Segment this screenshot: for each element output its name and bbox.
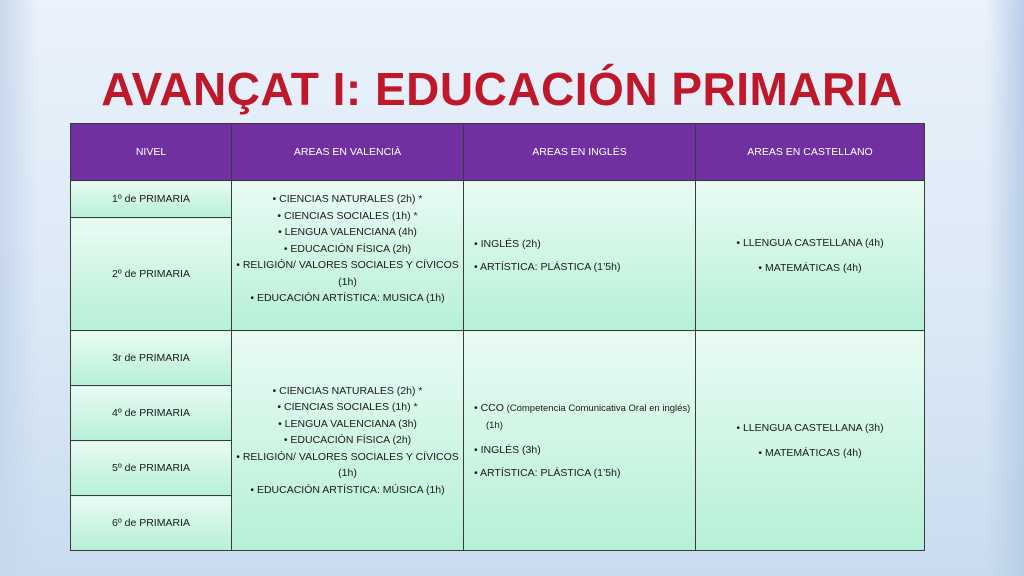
- list-item: • EDUCACIÓN ARTÍSTICA: MÚSICA (1h): [236, 482, 459, 499]
- list-item: • INGLÉS (3h): [474, 442, 691, 459]
- list-item: • RELIGIÓN/ VALORES SOCIALES Y CÍVICOS (1h): [236, 449, 459, 482]
- list-item: • LENGUA VALENCIANA (3h): [236, 416, 459, 433]
- list-item: • LLENGUA CASTELLANA (3h): [700, 420, 920, 437]
- header-ingles: AREAS EN INGLÉS: [464, 124, 696, 181]
- table-row: [71, 181, 925, 218]
- list-item: • CIENCIAS SOCIALES (1h) *: [236, 399, 459, 416]
- list-item: • INGLÉS (2h): [474, 236, 691, 253]
- cco-description: (Competencia Comunicativa Oral en inglés) (1h): [486, 402, 691, 431]
- level-cell: 6º de PRIMARIA: [71, 496, 232, 551]
- schedule-table: [70, 123, 925, 551]
- castellano-list-2: [700, 420, 920, 461]
- list-item: • ARTÍSTICA: PLÁSTICA (1’5h): [474, 465, 691, 482]
- level-cell: 2º de PRIMARIA: [71, 218, 232, 331]
- list-item: • EDUCACIÓN FÍSICA (2h): [236, 241, 459, 258]
- list-item: • LLENGUA CASTELLANA (4h): [700, 235, 920, 252]
- level-cell: 4º de PRIMARIA: [71, 386, 232, 441]
- valencia-list-2: [236, 383, 459, 499]
- ingles-cell-2: [464, 331, 696, 551]
- list-item: • EDUCACIÓN FÍSICA (2h): [236, 432, 459, 449]
- level-cell: 1º de PRIMARIA: [71, 181, 232, 218]
- ingles-list-2: [468, 400, 691, 482]
- header-valencia: AREAS EN VALENCIÀ: [232, 124, 464, 181]
- valencia-cell-1: [232, 181, 464, 331]
- list-item: • RELIGIÓN/ VALORES SOCIALES Y CÍVICOS (1h): [236, 257, 459, 290]
- list-item: • LENGUA VALENCIANA (4h): [236, 224, 459, 241]
- ingles-cell-1: [464, 181, 696, 331]
- table-row: [71, 331, 925, 386]
- valencia-list-1: [236, 191, 459, 307]
- header-nivel: NIVEL: [71, 124, 232, 181]
- ingles-list-1: [468, 236, 691, 276]
- list-item: • MATEMÁTICAS (4h): [700, 445, 920, 462]
- castellano-cell-2: [696, 331, 925, 551]
- castellano-list-1: [700, 235, 920, 276]
- level-cell: 5º de PRIMARIA: [71, 441, 232, 496]
- castellano-cell-1: [696, 181, 925, 331]
- header-castellano: AREAS EN CASTELLANO: [696, 124, 925, 181]
- list-item: • MATEMÁTICAS (4h): [700, 260, 920, 277]
- header-row: [71, 124, 925, 181]
- list-item: • ARTÍSTICA: PLÁSTICA (1’5h): [474, 259, 691, 276]
- slide-title: AVANÇAT I: EDUCACIÓN PRIMARIA: [101, 63, 903, 115]
- list-item: [474, 400, 691, 435]
- level-cell: 3r de PRIMARIA: [71, 331, 232, 386]
- list-item: • CIENCIAS NATURALES (2h) *: [236, 191, 459, 208]
- list-item: • EDUCACIÓN ARTÍSTICA: MUSICA (1h): [236, 290, 459, 307]
- cco-abbr: CCO: [480, 401, 504, 414]
- valencia-cell-2: [232, 331, 464, 551]
- list-item: • CIENCIAS NATURALES (2h) *: [236, 383, 459, 400]
- list-item: • CIENCIAS SOCIALES (1h) *: [236, 208, 459, 225]
